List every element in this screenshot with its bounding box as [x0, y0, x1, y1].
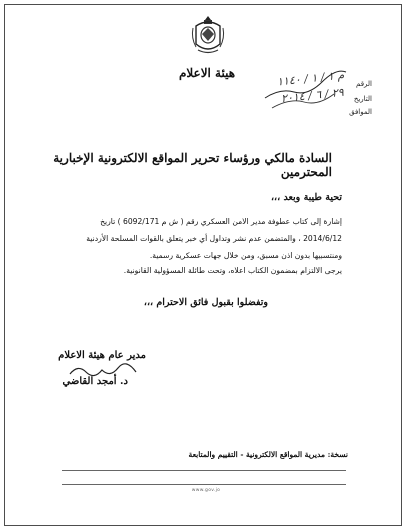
addressee: السادة مالكي ورؤساء تحرير المواقع الالكترونية الإخبارية المحترمين	[53, 151, 332, 179]
footer-contact: www.gov.jo	[191, 488, 221, 493]
copy-to: نسخة: مديرية المواقع الالكترونية - التقييم والمتابعة	[188, 450, 348, 459]
date-label: التاريخ	[353, 95, 372, 103]
signatory-title: مدير عام هيئة الاعلام	[58, 350, 146, 361]
paragraph-line: إشارة إلى كتاب عطوفة مدير الامن العسكري رقم ( ش م 6092/171 ) تاريخ	[100, 217, 342, 226]
greeting: تحية طيبة وبعد ،،،	[270, 192, 342, 203]
footer-rule	[62, 484, 346, 485]
hijri-label: الموافق	[349, 108, 372, 116]
signatory-name: د. أمجد القاضي	[62, 376, 128, 387]
paragraph-line: ومنتسبيها بدون اذن مسبق، ومن خلال جهات عسكرية رسمية.	[149, 251, 342, 260]
jordan-crest-icon	[190, 14, 226, 56]
date-value: ٢٩ / ٦ / ٢٠١٤	[280, 85, 345, 106]
closing: وتفضلوا بقبول فائق الاحترام ،،،	[143, 297, 268, 308]
paragraph-line: 2014/6/12 ، والمتضمن عدم نشر وتداول أي خبر يتعلق بالقوات المسلحة الأردنية	[86, 234, 342, 243]
org-name-logo: هيئة الاعلام	[178, 66, 236, 80]
handwritten-mark-icon	[260, 64, 350, 114]
footer-rule	[62, 470, 346, 471]
ref-label: الرقم	[356, 80, 372, 88]
request-line: يرجى الالتزام بمضمون الكتاب اعلاه، وتحت طائلة المسؤولية القانونية.	[123, 266, 342, 275]
ref-value: م ١ / ١ / ١١٤٠	[276, 68, 345, 89]
